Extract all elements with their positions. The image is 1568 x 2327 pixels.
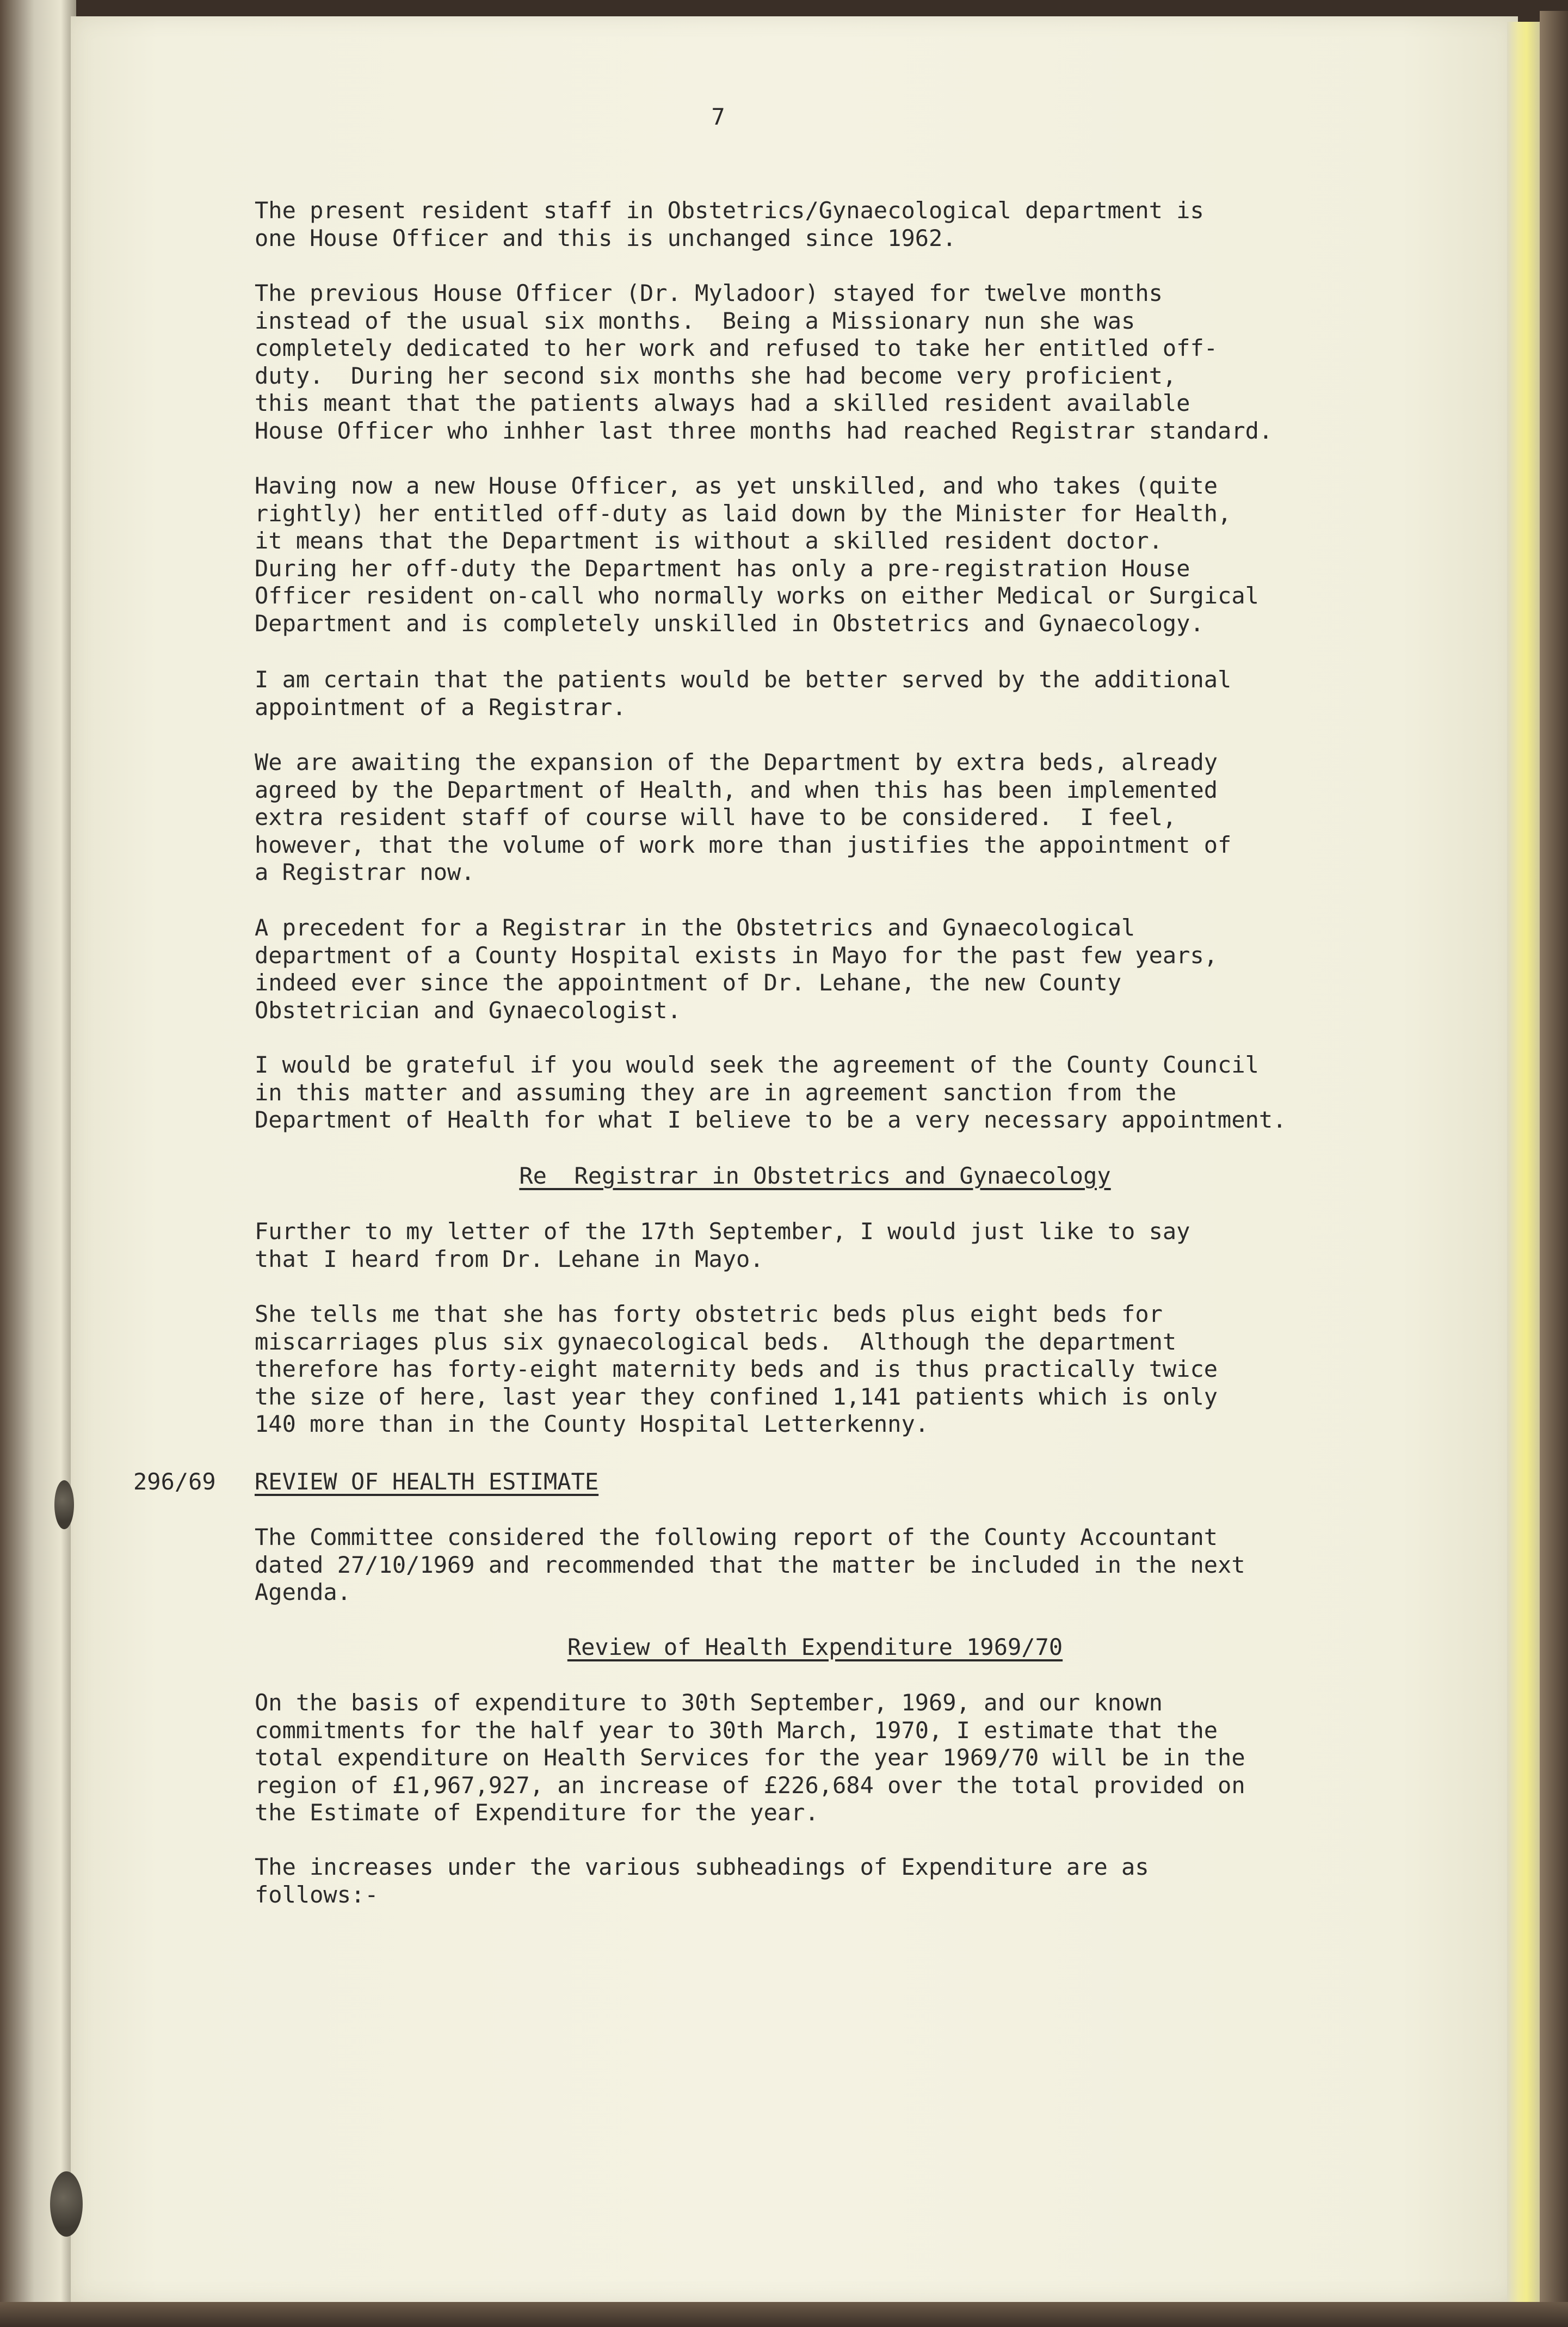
minute-number: 296/69 (133, 1468, 216, 1495)
paragraph: She tells me that she has forty obstetric beds plus eight beds for miscarriages plus six gynaecological beds. Although the department therefore has forty-eight maternity beds and is thus practically twice the size of here, last year they confined 1,141 patients which is only 140 more than in the County Hospital Letterkenny. (255, 1301, 1218, 1437)
paragraph: We are awaiting the expansion of the Department by extra beds, already agreed by the Department of Health, and when this has been implemented extra resident staff of course will have to be considered. I feel, however, that the volume of work more than justifies the appointment of a Registrar now. (255, 749, 1232, 885)
page-number: 7 (711, 103, 725, 130)
paragraph: On the basis of expenditure to 30th September, 1969, and our known commitments for the half year to 30th March, 1970, I estimate that the total expenditure on Health Services for the year 1969/70 will be in the region of £1,967,927, an increase of £226,684 over the total provided on the Estimate of Expenditure for the year. (255, 1689, 1245, 1826)
paragraph: The present resident staff in Obstetrics/Gynaecological department is one House Officer and this is unchanged since 1962. (255, 197, 1204, 251)
paragraph: The increases under the various subheadings of Expenditure are as follows:- (255, 1854, 1149, 1908)
paragraph: A precedent for a Registrar in the Obstetrics and Gynaecological department of a County Hospital exists in Mayo for the past few years, indeed ever since the appointment of Dr. Lehane, the new County Obstetrician and Gynaecologist. (255, 914, 1218, 1024)
paragraph: The previous House Officer (Dr. Myladoor) stayed for twelve months instead of the usual six months. Being a Missionary nun she was completely dedicated to her work and refused to take her entitled off- duty. During her second six months she had become very proficient, this meant that the patients always had a skilled resident available House Officer who inhher last three months had reached Registrar standard. (255, 280, 1273, 444)
paragraph: Further to my letter of the 17th September, I would just like to say that I heard from Dr. Lehane in Mayo. (255, 1218, 1190, 1272)
paragraph: Having now a new House Officer, as yet unskilled, and who takes (quite rightly) her entitled off-duty as laid down by the Minister for Health, it means that the Department is without a skilled resident doctor. During her off-duty the Department has only a pre-registration House Officer resident on-call who normally works on either Medical or Surgical Department and is completely unskilled in Obstetrics and Gynaecology. (255, 472, 1259, 637)
section-heading: Re Registrar in Obstetrics and Gynaecology (519, 1162, 1111, 1189)
paragraph: I would be grateful if you would seek the agreement of the County Council in this matter and assuming they are in agreement sanction from the Department of Health for what I believe to be a very necessary appointment. (255, 1051, 1287, 1133)
paragraph: I am certain that the patients would be better served by the additional appointment of a Registrar. (255, 666, 1232, 721)
minute-heading: REVIEW OF HEALTH ESTIMATE (255, 1468, 599, 1495)
paragraph: The Committee considered the following report of the County Accountant dated 27/10/1969 and recommended that the matter be included in the next Agenda. (255, 1524, 1245, 1605)
section-heading: Review of Health Expenditure 1969/70 (567, 1634, 1063, 1660)
